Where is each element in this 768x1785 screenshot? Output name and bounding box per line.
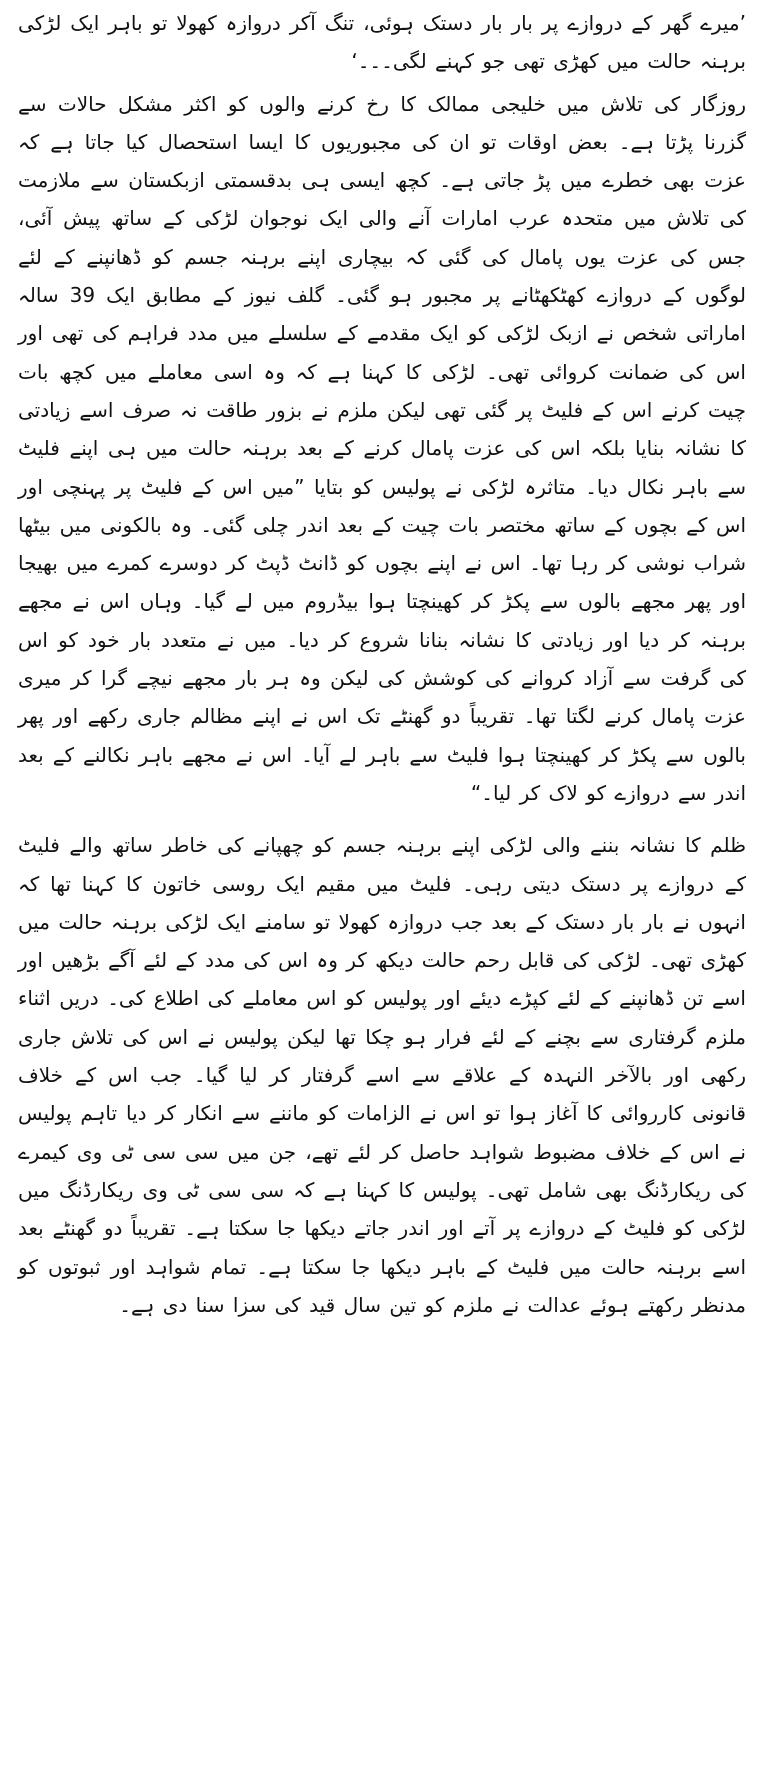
article-body-paragraph: ظلم کا نشانہ بننے والی لڑکی اپنے برہنہ جسم کو چھپانے کی خاطر ساتھ والے فلیٹ کے دروازے پر دستک دیتی رہی۔ فلیٹ میں مقیم ایک روسی خاتون کا کہنا تھا کہ انہوں نے بار بار دستک کے بعد جب دروازہ کھولا تو سامنے ایک لڑکی برہنہ حالت میں کھڑی تھی۔ لڑکی کی قابل رحم حالت دیکھ کر وہ اس کی مدد کے لئے آگے بڑھیں اور اسے تن ڈھانپنے کے لئے کپڑے دیئے اور پولیس کو اس معاملے کی اطلاع کی۔ دریں اثناء ملزم گرفتاری سے بچنے کے لئے فرار ہو چکا تھا لیکن پولیس نے اس کی تلاش جاری رکھی اور بالآخر النہدہ کے علاقے سے اسے گرفتار کر لیا گیا۔ جب اس کے خلاف قانونی کارروائی کا آغاز ہوا تو اس نے الزامات کو ماننے سے انکار کر دیا تاہم پولیس نے اس کے خلاف مضبوط شواہد حاصل کر لئے تھے، جن میں سی سی ٹی وی کیمرے کی ریکارڈنگ بھی شامل تھی۔ پولیس کا کہنا ہے کہ سی سی ٹی وی ریکارڈنگ میں لڑکی کو فلیٹ کے دروازے پر آتے اور اندر جاتے دیکھا جا سکتا ہے۔ تقریباً دو گھنٹے بعد اسے برہنہ حالت میں فلیٹ کے باہر دیکھا جا سکتا ہے۔ تمام شواہد اور ثبوتوں کو مدنظر رکھتے ہوئے عدالت نے ملزم کو تین سال قید کی سزا سنا دی ہے۔ [18, 833, 746, 1317]
article-body-paragraph: روزگار کی تلاش میں خلیجی ممالک کا رخ کرنے والوں کو اکثر مشکل حالات سے گزرنا پڑتا ہے۔ بعض اوقات تو ان کی مجبوریوں کا ایسا استحصال کیا جاتا ہے کہ عزت بھی خطرے میں پڑ جاتی ہے۔ کچھ ایسی ہی بدقسمتی ازبکستان سے ملازمت کی تلاش میں متحدہ عرب امارات آنے والی ایک نوجوان لڑکی کے ساتھ پیش آئی، جس کی عزت یوں پامال کی گئی کہ بیچاری اپنے برہنہ جسم کو ڈھانپنے کے لئے لوگوں کے دروازے کھٹکھٹانے پر مجبور ہو گئی۔ گلف نیوز کے مطابق ایک 39 سالہ اماراتی شخص نے ازبک لڑکی کو ایک مقدمے کے سلسلے میں مدد فراہم کی تھی اور اس کی ضمانت کروائی تھی۔ لڑکی کا کہنا ہے کہ وہ اسی معاملے میں کچھ بات چیت کرنے اس کے فلیٹ پر گئی تھی لیکن ملزم نے بزور طاقت نہ صرف اسے زیادتی کا نشانہ بنایا بلکہ اس کی عزت پامال کرنے کے بعد برہنہ حالت میں ہی اپنے فلیٹ سے باہر نکال دیا۔ متاثرہ لڑکی نے پولیس کو بتایا ”میں اس کے فلیٹ پر پہنچی اور اس کے بچوں کے ساتھ مختصر بات چیت کے بعد اندر چلی گئی۔ وہ بالکونی میں بیٹھا شراب نوشی کر رہا تھا۔ اس نے اپنے بچوں کو ڈانٹ ڈپٹ کر دوسرے کمرے میں بھیجا اور پھر مجھے بالوں سے پکڑ کر کھینچتا ہوا بیڈروم میں لے گیا۔ وہاں اس نے مجھے برہنہ کر دیا اور زیادتی کا نشانہ بنانا شروع کر دیا۔ میں نے متعدد بار خود کو اس کی گرفت سے آزاد کروانے کی کوشش کی لیکن وہ ہر بار مجھے نیچے گرا کر میری عزت پامال کرنے لگتا تھا۔ تقریباً دو گھنٹے تک اس نے اپنے مظالم جاری رکھے اور پھر بالوں سے پکڑ کر کھینچتا ہوا فلیٹ سے باہر لے آیا۔ اس نے مجھے باہر نکالنے کے بعد اندر سے دروازے کو لاک کر لیا۔“ [18, 91, 746, 805]
intro-quote-paragraph: ’میرے گھر کے دروازے پر بار بار دستک ہوئی، تنگ آکر دروازہ کھولا تو باہر ایک لڑکی برہنہ حالت میں کھڑی تھی جو کہنے لگی۔۔۔‘ [18, 11, 746, 74]
